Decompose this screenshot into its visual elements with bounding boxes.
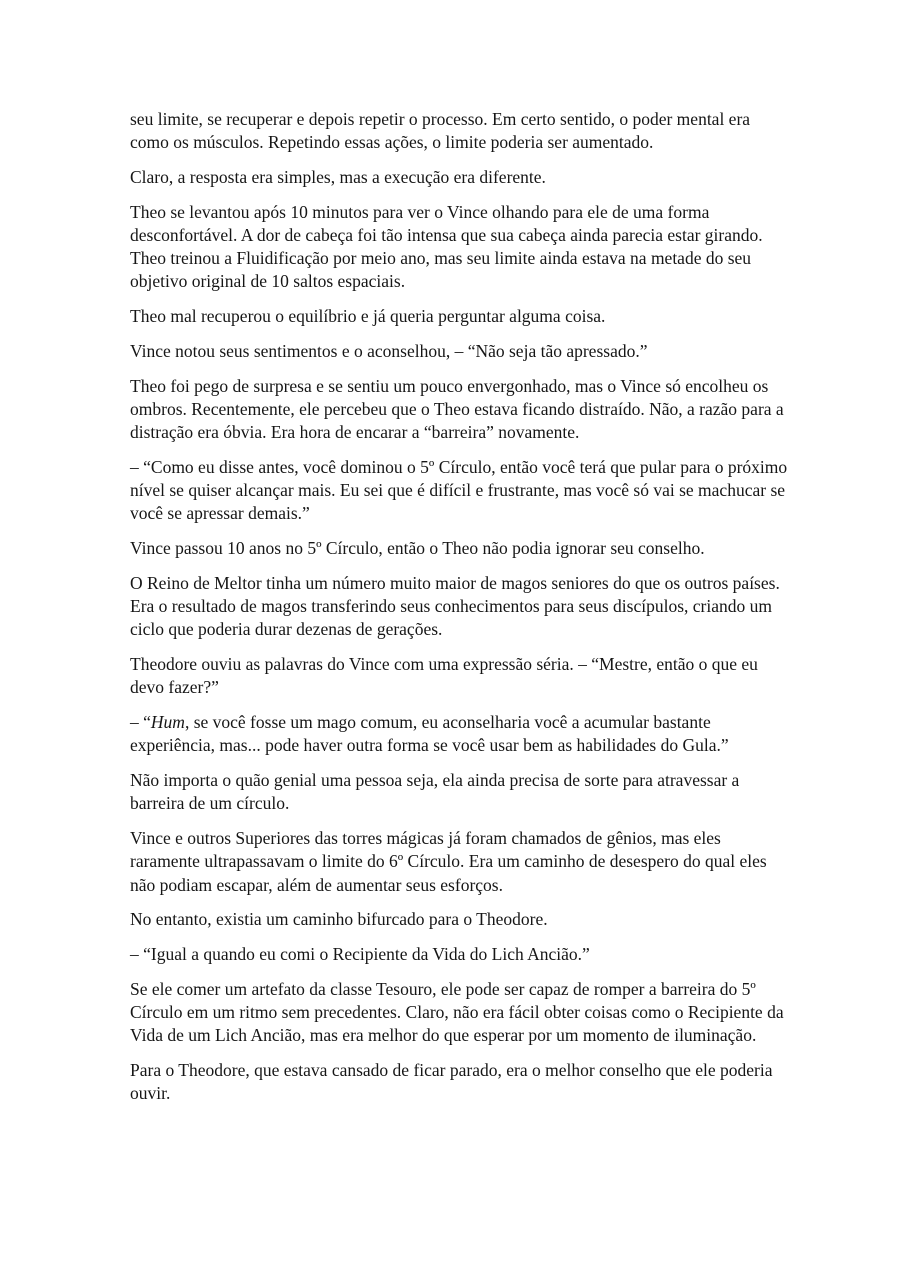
paragraph: Theo mal recuperou o equilíbrio e já queria perguntar alguma coisa. [130,306,606,327]
paragraph: Theo se levantou após 10 minutos para ver o Vince olhando para ele de uma forma desconfortável. A dor de cabeça foi tão intensa que sua cabeça ainda parecia estar girando. Theo treinou a Fluidificação por meio ano, mas seu limite ainda estava na metade do seu objetivo original de 10 saltos espaciais. [130,201,763,292]
paragraph: O Reino de Meltor tinha um número muito maior de magos seniores do que os outros países. Era o resultado de magos transferindo seus conhecimentos para seus discípulos, criando um ciclo que poderia durar dezenas de gerações. [130,573,780,640]
paragraph: Theodore ouviu as palavras do Vince com uma expressão séria. – “Mestre, então o que eu devo fazer?” [130,654,758,698]
paragraph: Vince e outros Superiores das torres mágicas já foram chamados de gênios, mas eles raramente ultrapassavam o limite do 6º Círculo. Era um caminho de desespero do qual eles não podiam escapar, além de aumentar seus esforços. [130,828,767,895]
paragraph: Theo foi pego de surpresa e se sentiu um pouco envergonhado, mas o Vince só encolheu os ombros. Recentemente, ele percebeu que o Theo estava ficando distraído. Não, a razão para a distração era óbvia. Era hora de encarar a “barreira” novamente. [130,375,784,443]
paragraph [130,711,790,757]
paragraph: – “Igual a quando eu comi o Recipiente da Vida do Lich Ancião.” [130,944,590,965]
paragraph: Não importa o quão genial uma pessoa seja, ela ainda precisa de sorte para atravessar a barreira de um círculo. [130,770,740,814]
paragraph: Claro, a resposta era simples, mas a execução era diferente. [130,167,546,187]
paragraph: Para o Theodore, que estava cansado de ficar parado, era o melhor conselho que ele poderia ouvir. [130,1060,773,1104]
paragraph: No entanto, existia um caminho bifurcado para o Theodore. [130,909,548,930]
paragraph: – “Como eu disse antes, você dominou o 5º Círculo, então você terá que pular para o próximo nível se quiser alcançar mais. Eu sei que é difícil e frustrante, mas você só vai se machucar se você se apressar demais.” [130,457,788,524]
paragraph-prefix: – “ [130,712,151,733]
paragraph: Vince notou seus sentimentos e o aconselhou, – “Não seja tão apressado.” [130,341,648,361]
paragraph: Vince passou 10 anos no 5º Círculo, então o Theo não podia ignorar seu conselho. [130,538,705,559]
emphasis-text: Hum [150,712,185,733]
paragraph: Se ele comer um artefato da classe Tesouro, ele pode ser capaz de romper a barreira do 5º Círculo em um ritmo sem precedentes. Claro, não era fácil obter coisas como o Recipiente da Vida de um Lich Ancião, mas era melhor do que esperar por um momento de iluminação. [130,979,784,1046]
paragraph: seu limite, se recuperar e depois repetir o processo. Em certo sentido, o poder mental era como os músculos. Repetindo essas ações, o limite poderia ser aumentado. [130,109,751,153]
document-page [130,108,790,1117]
paragraph-rest: , se você fosse um mago comum, eu aconselharia você a acumular bastante experiência, mas... pode haver outra forma se você usar bem as habilidades do Gula.” [130,712,729,756]
